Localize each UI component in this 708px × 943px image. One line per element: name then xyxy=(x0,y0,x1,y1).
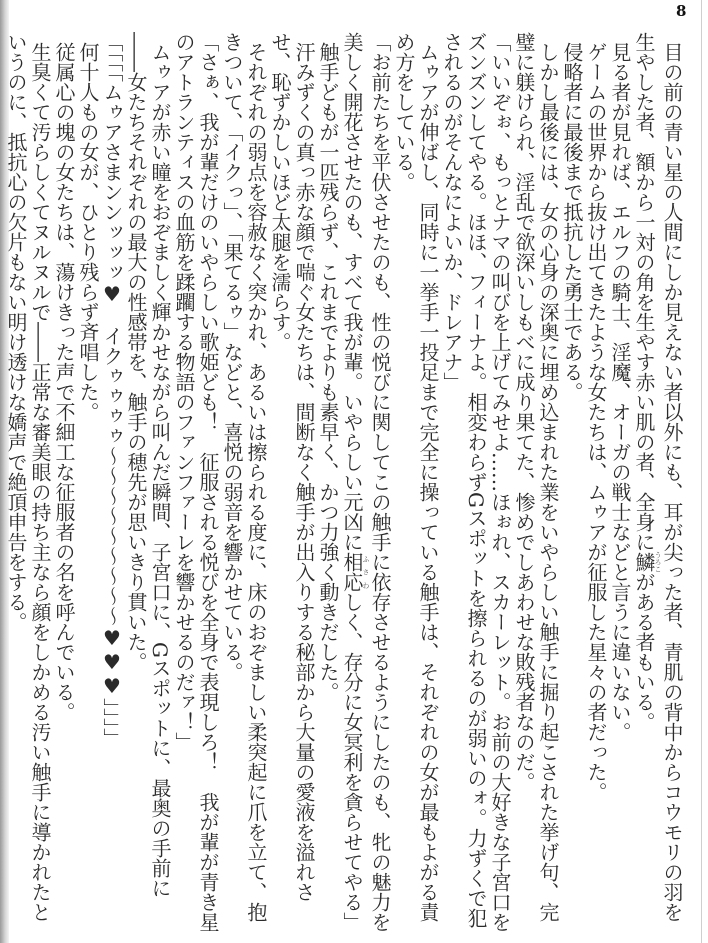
dialogue-paragraph: 「いいぞぉ、もっとナマの叫びを上げてみせよ……ほぉれ、スカーレット。お前の大好きな子宮口をズンズンしてやる。ほほ、フィーナよ。相変わらずGスポットを擦られるのが弱いのォ。力ずくで犯されるのがそんなによいか、ドレアナ」 xyxy=(440,32,512,932)
page-right-border xyxy=(701,0,702,943)
dialogue-paragraph xyxy=(340,32,392,936)
paragraph: それぞれの弱点を容赦なく突かれ、あるいは擦られる度に、床のおぞましい柔突起に爪を立て、抱きついて、「イクっ」、「果てるゥ」などと、喜悦の弱音を響かせている。 xyxy=(220,32,268,922)
paragraph-text: がある者もいる。 xyxy=(632,572,656,732)
paragraph-text: 目の前の青い星の人間にしか見えない者以外にも、耳が尖った者、青肌の背中からコウモリの羽を生やした者、額から一対の角を生やす赤い肌の者、全身に xyxy=(632,32,684,922)
paragraph: ムゥアが伸ばし、同時に一挙手一投足まで完全に操っている触手は、それぞれの女が最もよがる責め方をしている。 xyxy=(392,32,440,922)
paragraph: 汗みずくの真っ赤な顔で喘ぐ女たちは、間断なく触手が出入りする秘部から大量の愛液を溢れさせ、恥ずかしいほど太腿を濡らす。 xyxy=(268,32,316,902)
paragraph-text: 「お前たちを平伏させたのも、性の悦びに関してこの触手に依存させるようにしたのも、牝の魅力を美しく開花させたのも、すべて我が輩。いやらしい元凶に xyxy=(340,32,392,932)
ruby-base: 相応 xyxy=(340,552,364,592)
ruby-word xyxy=(632,551,662,573)
paragraph: ムゥアが赤い瞳をおぞましく輝かせながら叫んだ瞬間、子宮口に、Gスポットに、最奥の手前に――女たちそれぞれの最大の性感帯を、触手の穂先が思いきり貫いた。 xyxy=(124,32,172,898)
vertical-body-text xyxy=(0,32,684,936)
paragraph: 侵略者に最後まで抵抗した勇士である。 xyxy=(560,42,584,402)
ruby-reading: うろこ xyxy=(654,551,662,573)
paragraph: 生臭くて汚らしくてヌルヌルで――正常な審美眼の持ち主なら顔をしかめる汚い触手に導かれたというのに、抵抗心の欠片もない明け透けな嬌声で絶頂申告をする。 xyxy=(4,32,52,922)
paragraph xyxy=(632,32,684,936)
dialogue-paragraph: 「「「「ムゥアさまンンッッッ♥ イクゥゥゥゥ～～～～～～～～～♥♥♥」」」」 xyxy=(100,32,124,748)
paragraph: ゲームの世界から抜け出てきたような女たちは、ムゥアが征服した星々の者だった。 xyxy=(584,42,608,802)
dialogue-paragraph: 「さぁ、我が輩だけのいやらしい歌姫ども！ 征服される悦びを全身で表現しろ！ 我が輩が青き星のアトランティスの血筋を蹂躙する物語のファンファーレを響かせるのだァ！」 xyxy=(172,32,220,932)
paragraph: 従属心の塊の女たちは、蕩けきった声で不細工な征服者の名を呼んでいる。 xyxy=(52,42,76,722)
paragraph-text: しく、存分に女冥利を貪らせてやる」 xyxy=(340,592,364,932)
paragraph: 触手どもが一匹残らず、これまでよりも素早く、かつ力強く動きだした。 xyxy=(316,42,340,702)
ruby-reading: ふさわ xyxy=(362,552,370,592)
page-number: 8 xyxy=(676,2,687,20)
paragraph: 何十人もの女が、ひとり残らず斉唱した。 xyxy=(76,42,100,422)
ruby-word xyxy=(340,552,370,592)
paragraph: 見る者が見れば、エルフの騎士、淫魔、オーガの戦士などと言うに違いない。 xyxy=(608,42,632,742)
paragraph: しかし最後には、女の心身の深奥に埋め込まれた業をいやらしい触手に掘り起こされた挙げ句、完璧に躾けられ、淫乱で欲深いしもべに成り果てた、惨めでしあわせな敗残者なのだ。 xyxy=(512,32,560,922)
ruby-base: 鱗 xyxy=(632,551,656,573)
